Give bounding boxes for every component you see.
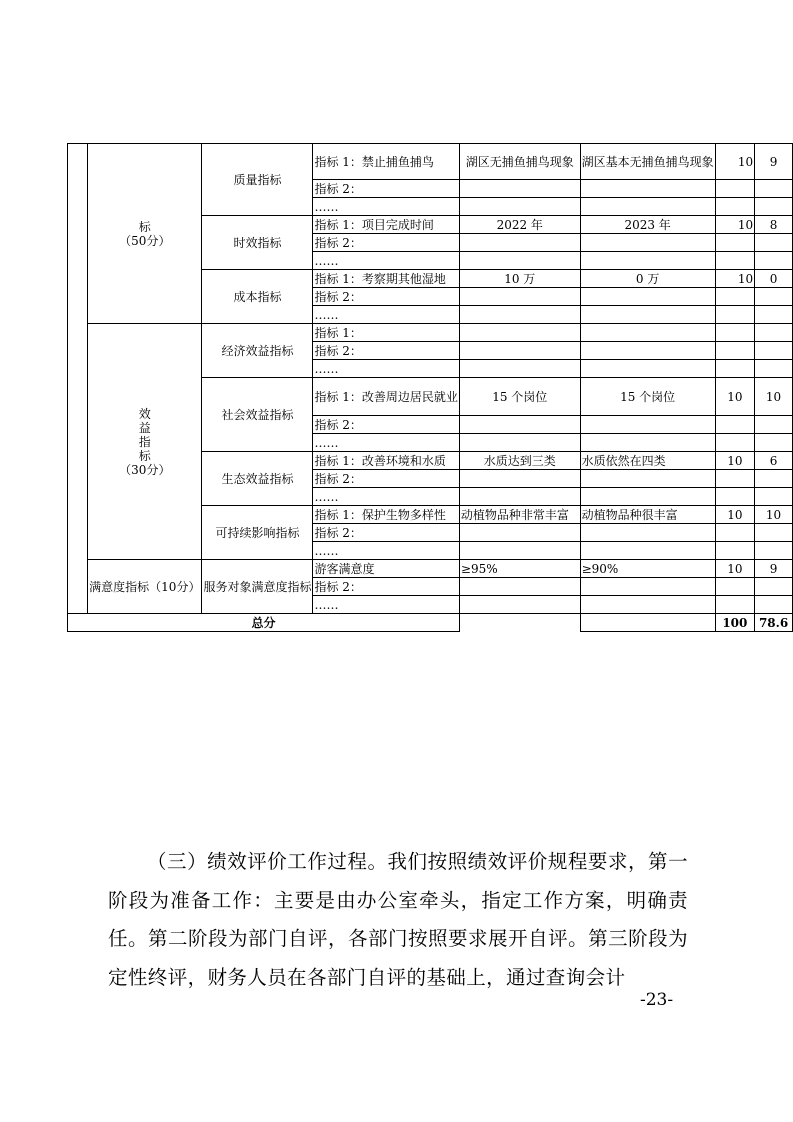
total-score: 78.6 bbox=[755, 614, 793, 632]
effect-section-label: 效 益 指 标 （30分） bbox=[88, 324, 202, 560]
group-label: 生态效益指标 bbox=[202, 452, 313, 506]
group-label: 社会效益指标 bbox=[202, 378, 313, 452]
actual-cell: 2023 年 bbox=[580, 216, 715, 234]
actual-cell: ≥90% bbox=[580, 560, 715, 578]
target-cell: 水质达到三类 bbox=[459, 452, 580, 470]
actual-cell: 水质依然在四类 bbox=[580, 452, 715, 470]
indicator-cell: …… bbox=[313, 542, 459, 560]
indicator-cell: 指标 1： bbox=[313, 324, 459, 342]
indicator-cell: 指标 2： bbox=[313, 288, 459, 306]
total-weight: 100 bbox=[715, 614, 754, 632]
target-cell: 2022 年 bbox=[459, 216, 580, 234]
indicator-cell: 指标 2： bbox=[313, 578, 459, 596]
target-cell: 动植物品种非常丰富 bbox=[459, 506, 580, 524]
weight-cell: 10 bbox=[715, 216, 754, 234]
weight-cell: 10 bbox=[715, 506, 754, 524]
group-label: 成本指标 bbox=[202, 270, 313, 324]
weight-cell: 10 bbox=[715, 144, 754, 180]
indicator-cell: 指标 2： bbox=[313, 470, 459, 488]
actual-cell: 0 万 bbox=[580, 270, 715, 288]
target-cell: 湖区无捕鱼捕鸟现象 bbox=[459, 144, 580, 180]
weight-cell: 10 bbox=[715, 378, 754, 416]
indicator-cell: 指标 2： bbox=[313, 342, 459, 360]
indicator-cell: 指标 2： bbox=[313, 416, 459, 434]
indicator-cell: 指标 1：改善周边居民就业 bbox=[313, 378, 459, 416]
target-cell: 10 万 bbox=[459, 270, 580, 288]
first-level-cell bbox=[68, 324, 88, 560]
indicator-cell: 游客满意度 bbox=[313, 560, 459, 578]
indicator-cell: …… bbox=[313, 434, 459, 452]
group-label: 服务对象满意度指标 bbox=[202, 560, 313, 614]
page-number: -23- bbox=[640, 990, 674, 1010]
group-label: 可持续影响指标 bbox=[202, 506, 313, 560]
actual-cell: 动植物品种很丰富 bbox=[580, 506, 715, 524]
indicator-cell: …… bbox=[313, 198, 459, 216]
indicator-cell: …… bbox=[313, 488, 459, 506]
weight-cell: 10 bbox=[715, 560, 754, 578]
score-cell: 9 bbox=[755, 144, 793, 180]
group-label: 经济效益指标 bbox=[202, 324, 313, 378]
indicator-cell: …… bbox=[313, 596, 459, 614]
indicator-cell: 指标 1：保护生物多样性 bbox=[313, 506, 459, 524]
group-label: 质量指标 bbox=[202, 144, 313, 216]
actual-cell: 15 个岗位 bbox=[580, 378, 715, 416]
total-label: 总分 bbox=[68, 614, 460, 632]
indicator-cell: …… bbox=[313, 252, 459, 270]
group-label: 时效指标 bbox=[202, 216, 313, 270]
indicator-cell: 指标 2： bbox=[313, 180, 459, 198]
indicator-cell: 指标 1：改善环境和水质 bbox=[313, 452, 459, 470]
body-paragraph: （三）绩效评价工作过程。我们按照绩效评价规程要求，第一阶段为准备工作：主要是由办公室牵头，指定工作方案，明确责任。第二阶段为部门自评，各部门按照要求展开自评。第三阶段为定性终评，财务人员在各部门自评的基础上，通过查询会计 bbox=[108, 850, 688, 989]
score-cell: 0 bbox=[755, 270, 793, 288]
weight-cell: 10 bbox=[715, 270, 754, 288]
score-cell: 6 bbox=[755, 452, 793, 470]
first-level-cell bbox=[68, 560, 88, 614]
actual-cell: 湖区基本无捕鱼捕鸟现象 bbox=[580, 144, 715, 180]
indicator-cell: 指标 1：项目完成时间 bbox=[313, 216, 459, 234]
score-cell: 10 bbox=[755, 506, 793, 524]
indicator-cell: 指标 1：考察期其他湿地 bbox=[313, 270, 459, 288]
score-cell: 10 bbox=[755, 378, 793, 416]
indicator-cell: 指标 1：禁止捕鱼捕鸟 bbox=[313, 144, 459, 180]
score-cell: 9 bbox=[755, 560, 793, 578]
weight-cell: 10 bbox=[715, 452, 754, 470]
target-cell: 15 个岗位 bbox=[459, 378, 580, 416]
indicator-cell: 指标 2： bbox=[313, 234, 459, 252]
first-level-cell bbox=[68, 144, 88, 324]
indicator-cell: 指标 2： bbox=[313, 524, 459, 542]
target-cell: ≥95% bbox=[459, 560, 580, 578]
performance-table bbox=[67, 143, 793, 632]
indicator-cell: …… bbox=[313, 360, 459, 378]
indicator-cell: …… bbox=[313, 306, 459, 324]
satisfaction-section-label: 满意度指标（10分） bbox=[88, 560, 202, 614]
score-cell: 8 bbox=[755, 216, 793, 234]
output-section-label: 标 （50分） bbox=[88, 144, 202, 324]
